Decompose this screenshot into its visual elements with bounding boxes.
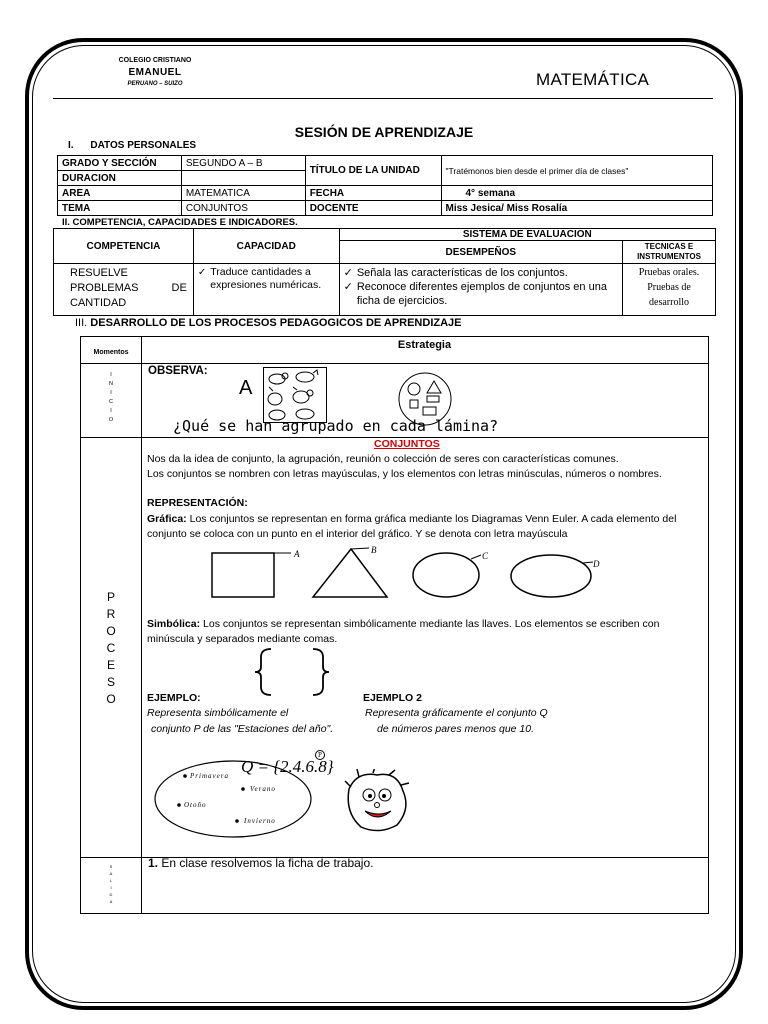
strategy-table [80,336,709,914]
fecha-value: 4° semana [441,186,713,201]
area-value: MATEMATICA [181,186,305,201]
observa-label: OBSERVA: [148,365,208,377]
desempenos-cell [339,264,622,316]
inicio-question: ¿Qué se han agrupado en cada lámina? [173,417,499,435]
salida-sentence: En clase resolvemos la ficha de trabajo. [161,856,374,870]
venn-shapes [209,547,609,603]
page-title: SESIÓN DE APRENDIZAJE [294,124,474,140]
intro-paragraph [147,452,703,482]
ejemplo-text1: Representa simbólicamente el [147,707,289,719]
grafica-paragraph [147,512,703,542]
lamina-letter: A [239,377,253,399]
col-desempenos: DESEMPEÑOS [339,241,622,264]
school-line1: COLEGIO CRISTIANO [118,57,192,64]
capacidad-value: Traduce cantidades a expresiones numéricas. [210,266,322,291]
conjuntos-title: CONJUNTOS [374,438,440,450]
col-sistema: SISTEMA DE EVALUACION [339,229,715,241]
titulo-label: TÍTULO DE LA UNIDAD [305,156,441,186]
simbolica-paragraph [147,617,703,647]
section1-heading [68,140,196,151]
simbolica-text: Los conjuntos se representan simbólicamente mediante las llaves. Los elementos se escriben con minúscula y separados mediante comas. [147,618,660,645]
check-icon: ✓ [343,281,353,293]
representacion-heading: REPRESENTACIÓN: [147,497,248,509]
intro-line1: Nos da la idea de conjunto, la agrupación, reunión o colección de seres con características comunes. [147,453,619,465]
duracion-value [181,171,305,186]
shape-label-b: B [371,545,377,555]
salida-label: S A L I D A [109,864,113,904]
subject-title: MATEMÁTICA [536,70,650,89]
school-line2: EMANUEL [128,67,182,78]
section2-heading: II. COMPETENCIA, CAPACIDADES E INDICADORES. [62,217,298,228]
grafica-text: Los conjuntos se representan en forma gráfica mediante los Diagramas Venn Euler. A cada elemento del conjunto se coloca con un punto en el interior del gráfico. Y se denota con letra mayúscula [147,513,677,540]
animals-picture [263,367,327,423]
competencia-table [53,228,716,316]
docente-label: DOCENTE [305,201,441,216]
grafica-label: Gráfica: [147,513,187,525]
estacion-otono: Otoño [184,801,207,809]
intro-line2: Los conjuntos se nombren con letras mayúsculas, y los elementos con letras minúsculas, números o nombres. [147,468,662,480]
col-momentos: Momentos [93,349,129,356]
section3-heading [75,317,462,329]
shape-label-a: A [294,549,300,559]
area-label: AREA [58,186,182,201]
col-tecnicas: TECNICAS E INSTRUMENTOS [623,241,716,264]
section1-title: DATOS PERSONALES [90,140,197,151]
competencia-value: RESUELVE PROBLEMAS DE CANTIDAD [54,264,194,316]
q-set-expression: Q = {2.4.6.8} [241,757,334,776]
section3-number: III. [75,317,88,329]
capacidad-cell [193,264,339,316]
fecha-label: FECHA [305,186,441,201]
section3-title: DESARROLLO DE LOS PROCESOS PEDAGOGICOS DE APRENDIZAJE [90,317,462,329]
proceso-label: P R O C E S O [106,590,116,706]
school-logo-text [100,57,210,87]
shape-label-c: C [482,551,489,561]
col-competencia: COMPETENCIA [54,229,194,264]
cartoon-boy-picture [339,769,415,837]
col-estrategia: Estrategia [397,339,452,351]
p-letter-badge: P [315,750,325,760]
ejemplo-label: EJEMPLO: [147,692,201,704]
col-capacidad: CAPACIDAD [193,229,339,264]
duracion-label: DURACION [58,171,182,186]
ejemplo2-text2: de números pares menos que 10. [377,723,535,735]
check-icon: ✓ [343,267,353,279]
section1-number: I. [68,140,74,151]
simbolica-label: Simbólica: [147,618,201,630]
docente-value: Miss Jesica/ Miss Rosalía [441,201,713,216]
estacion-primavera: Primavera [190,772,229,780]
desempeno-1: Señala las características de los conjuntos. [356,267,568,279]
salida-number: 1. [148,856,159,870]
tema-label: TEMA [58,201,182,216]
estacion-verano: Verano [250,785,276,793]
column-divider [141,337,142,913]
ejemplo2-label: EJEMPLO 2 [363,692,422,704]
grado-label: GRADO Y SECCIÓN [58,156,182,171]
braces-icon [251,647,333,697]
shape-label-d: D [593,559,600,569]
titulo-value: "Tratémonos bien desde el primer día de clases" [441,156,713,186]
school-line3: PERUANO – SUIZO [127,81,183,87]
salida-text [148,855,373,871]
tema-value: CONJUNTOS [181,201,305,216]
tecnicas-value: Pruebas orales. Pruebas de desarrollo [623,264,716,316]
grado-value: SEGUNDO A – B [181,156,305,171]
ejemplo2-text1: Representa gráficamente el conjunto Q [365,707,548,719]
estacion-invierno: Invierno [244,817,276,825]
datos-table [57,155,713,216]
check-icon: ✓ [197,267,207,278]
header-divider [53,98,713,99]
ejemplo-text2: conjunto P de las "Estaciones del año". [151,723,334,735]
inicio-label: I N I C I O [108,372,114,423]
desempeno-2: Reconoce diferentes ejemplos de conjuntos en una ficha de ejercicios. [356,281,607,307]
